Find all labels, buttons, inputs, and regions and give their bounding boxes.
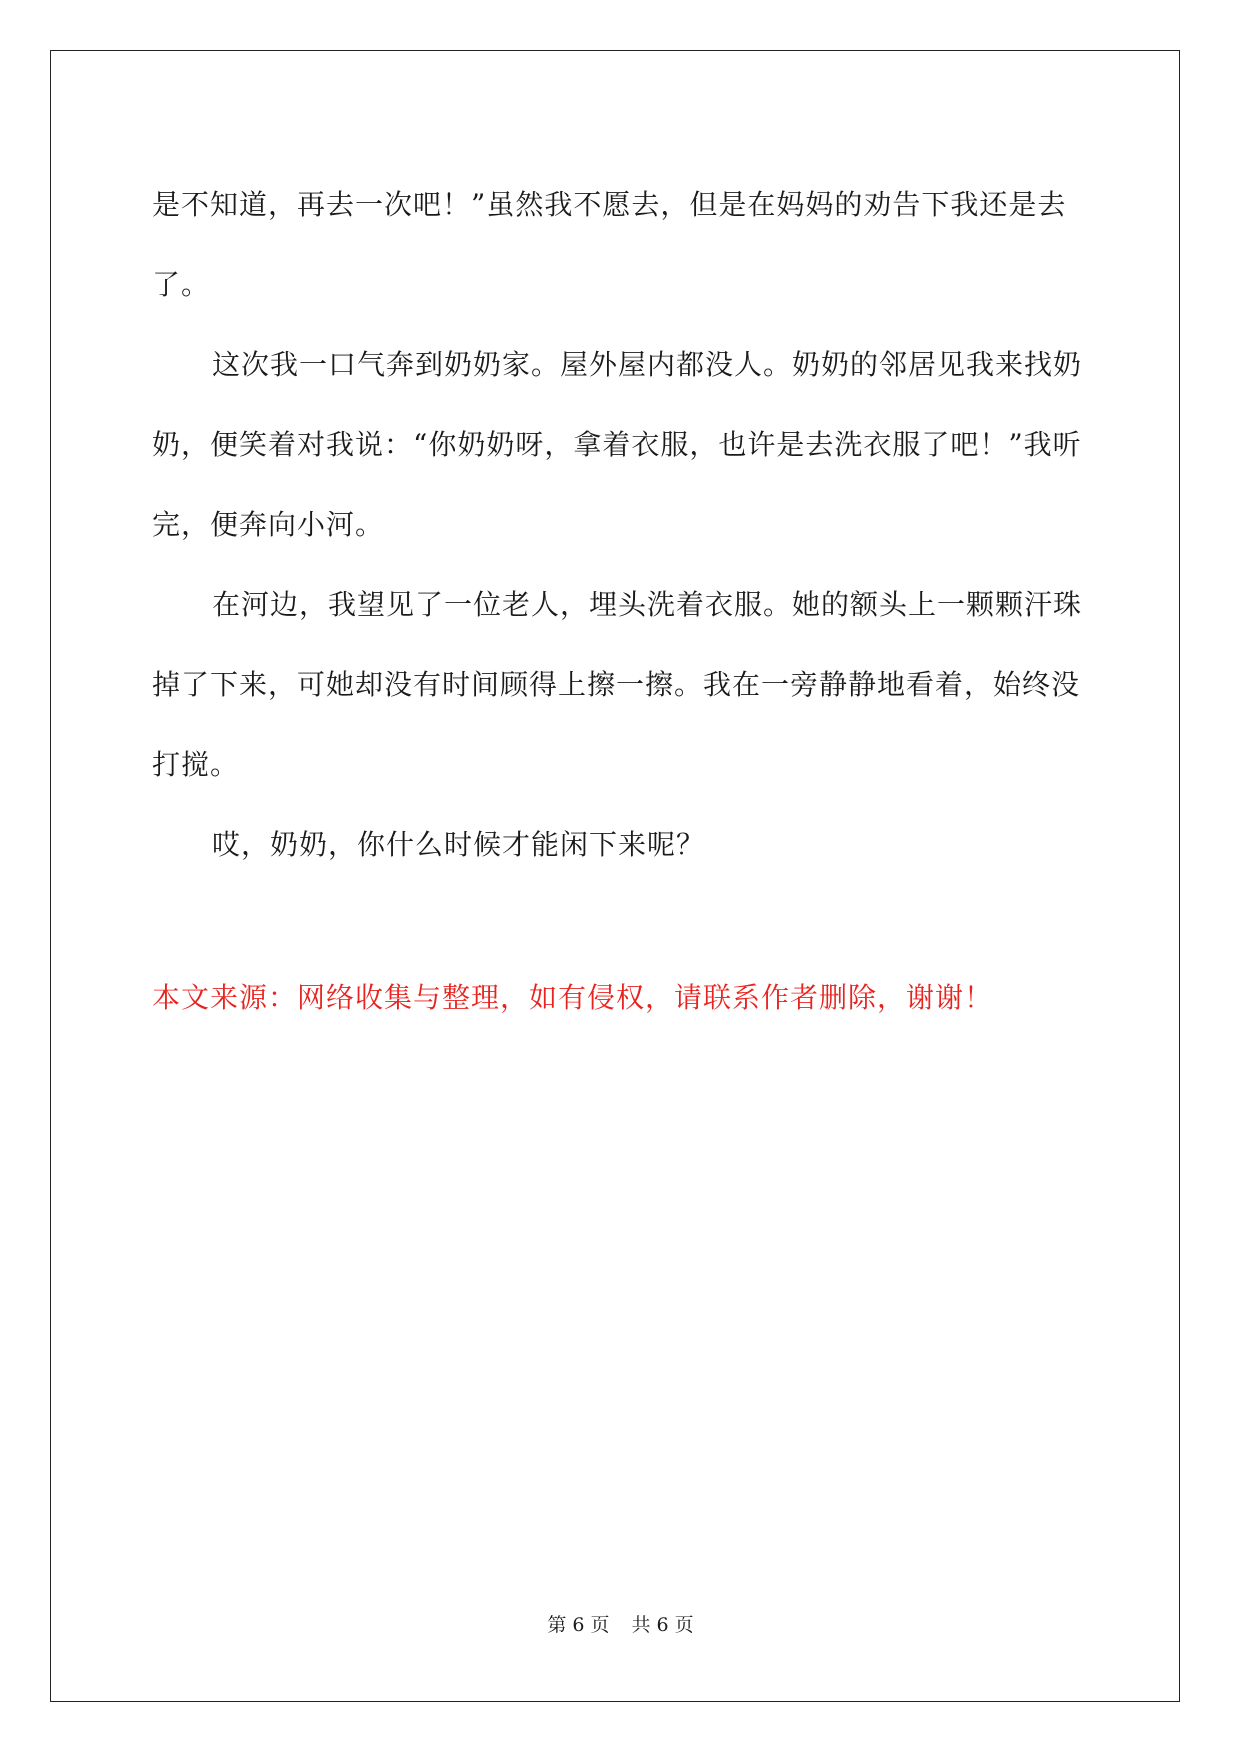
document-body <box>152 165 1090 885</box>
paragraph-2: 这次我一口气奔到奶奶家。屋外屋内都没人。奶奶的邻居见我来找奶奶，便笑着对我说：“你奶奶呀，拿着衣服，也许是去洗衣服了吧！”我听完，便奔向小河。 <box>152 348 1083 541</box>
paragraph-1: 是不知道，再去一次吧！”虽然我不愿去，但是在妈妈的劝告下我还是去了。 <box>152 188 1067 301</box>
page-number: 第 6 页 <box>547 1614 610 1636</box>
paragraph-4: 哎，奶奶，你什么时候才能闲下来呢？ <box>212 828 706 861</box>
page-footer <box>0 1610 1241 1637</box>
page-total: 共 6 页 <box>631 1614 694 1636</box>
paragraph-3: 在河边，我望见了一位老人，埋头洗着衣服。她的额头上一颗颗汗珠掉了下来，可她却没有时间顾得上擦一擦。我在一旁静静地看着，始终没打搅。 <box>152 588 1083 781</box>
source-disclaimer: 本文来源：网络收集与整理，如有侵权，请联系作者删除，谢谢！ <box>152 981 994 1014</box>
